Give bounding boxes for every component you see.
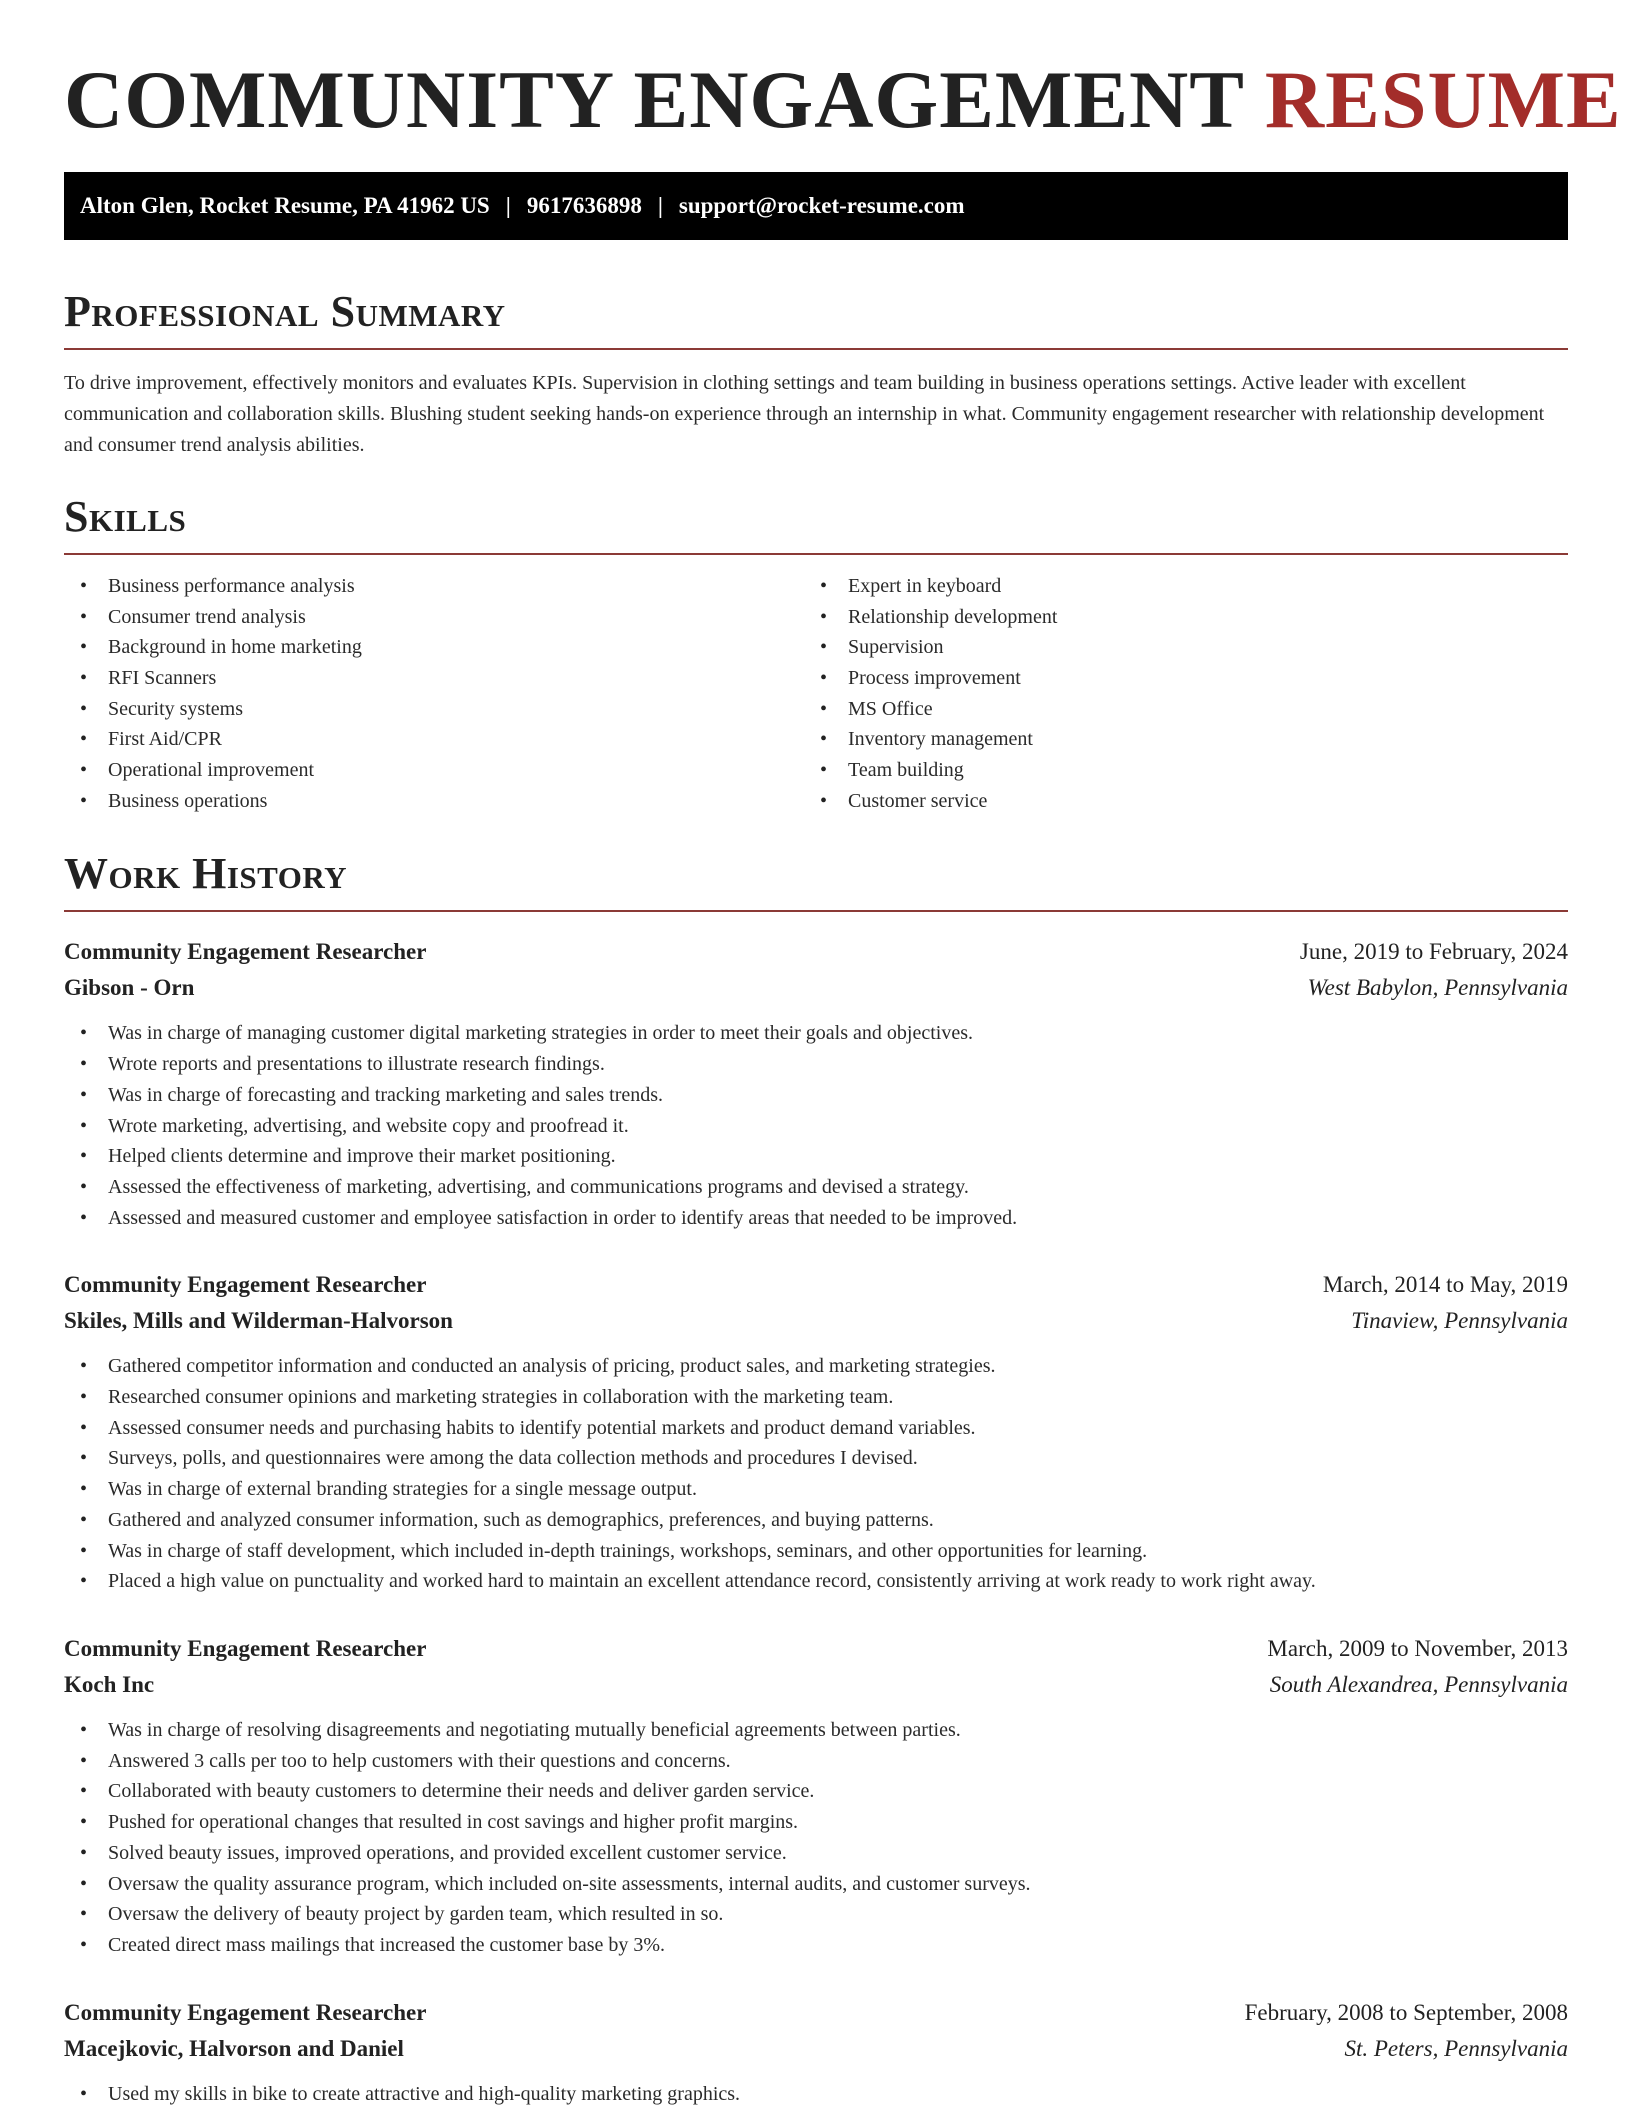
skill-item: • Customer service bbox=[804, 786, 1544, 817]
job-duty-item: • Researched consumer opinions and marketing strategies in collaboration with the marketing team. bbox=[64, 1382, 1568, 1413]
section-heading-summary: Professional Summary bbox=[64, 290, 1568, 350]
job-duty-item: • Placed a high value on punctuality and worked hard to maintain an excellent attendance record, consistently arriving at work ready to work right away. bbox=[64, 1566, 1568, 1597]
job-header-row bbox=[64, 1631, 1568, 1667]
job-entry bbox=[64, 1267, 1568, 1597]
skill-item: • Operational improvement bbox=[64, 755, 804, 786]
job-duty-item: • Assessed consumer needs and purchasing habits to identify potential markets and product demand variables. bbox=[64, 1413, 1568, 1444]
job-company-row bbox=[64, 2031, 1568, 2067]
job-header-row bbox=[64, 934, 1568, 970]
skill-item: • Expert in keyboard bbox=[804, 571, 1544, 602]
job-duty-item: • Assessed and measured customer and employee satisfaction in order to identify areas that needed to be improved. bbox=[64, 1203, 1568, 1234]
job-duty-item: • Created direct mass mailings that increased the customer base by 3%. bbox=[64, 1930, 1568, 1961]
job-duty-item: • Was in charge of resolving disagreements and negotiating mutually beneficial agreements between parties. bbox=[64, 1715, 1568, 1746]
job-duty-item: • Was in charge of external branding strategies for a single message output. bbox=[64, 1474, 1568, 1505]
skill-item: • MS Office bbox=[804, 694, 1544, 725]
skill-item: • Relationship development bbox=[804, 602, 1544, 633]
job-duty-item: • Oversaw the delivery of beauty project by garden team, which resulted in so. bbox=[64, 1899, 1568, 1930]
job-list bbox=[64, 934, 1568, 2109]
job-dates: February, 2008 to September, 2008 bbox=[1244, 1999, 1568, 2025]
job-header-row bbox=[64, 1995, 1568, 2031]
skills-list-right bbox=[804, 571, 1544, 817]
skill-item: • Business performance analysis bbox=[64, 571, 804, 602]
job-duty-item: • Used my skills in bike to create attractive and high-quality marketing graphics. bbox=[64, 2079, 1568, 2110]
title-accent: RESUME bbox=[1264, 54, 1622, 145]
job-company: Koch Inc bbox=[64, 1672, 155, 1697]
summary-text: To drive improvement, effectively monitors and evaluates KPIs. Supervision in clothing settings and team building in business operations settings. Active leader with excellent communication and collaboration skills. Blushing student seeking hands-on experience through an internship in what. Community engagement researcher with relationship development and consumer trend analysis abilities. bbox=[64, 371, 1545, 456]
job-duty-item: • Solved beauty issues, improved operations, and provided excellent customer service. bbox=[64, 1838, 1568, 1869]
contact-email: support@rocket-resume.com bbox=[678, 192, 965, 218]
job-entry bbox=[64, 1995, 1568, 2110]
section-heading-work-history: Work History bbox=[64, 852, 1568, 912]
job-duty-item: • Wrote marketing, advertising, and website copy and proofread it. bbox=[64, 1111, 1568, 1142]
job-entry bbox=[64, 1631, 1568, 1961]
contact-separator: | bbox=[505, 192, 511, 218]
job-duty-item: • Answered 3 calls per too to help customers with their questions and concerns. bbox=[64, 1746, 1568, 1777]
title-main: COMMUNITY ENGAGEMENT bbox=[64, 54, 1244, 145]
job-entry bbox=[64, 934, 1568, 1233]
job-duty-item: • Pushed for operational changes that resulted in cost savings and higher profit margins. bbox=[64, 1807, 1568, 1838]
skill-item: • Supervision bbox=[804, 632, 1544, 663]
section-heading-skills: Skills bbox=[64, 495, 1568, 555]
resume-page bbox=[64, 0, 1622, 2109]
resume-title bbox=[64, 54, 1622, 146]
job-title: Community Engagement Researcher bbox=[64, 939, 427, 965]
skill-item: • Team building bbox=[804, 755, 1544, 786]
skill-item: • Background in home marketing bbox=[64, 632, 804, 663]
job-duty-item: • Gathered competitor information and conducted an analysis of pricing, product sales, and marketing strategies. bbox=[64, 1351, 1568, 1382]
job-company: Macejkovic, Halvorson and Daniel bbox=[64, 2035, 404, 2061]
job-location: St. Peters, Pennsylvania bbox=[1344, 2035, 1568, 2061]
job-title: Community Engagement Researcher bbox=[64, 1999, 427, 2025]
job-duty-item: • Assessed the effectiveness of marketing, advertising, and communications programs and devised a strategy. bbox=[64, 1172, 1568, 1203]
job-duties-list bbox=[64, 2079, 1568, 2110]
skill-item: • Consumer trend analysis bbox=[64, 602, 804, 633]
contact-phone: 9617636898 bbox=[526, 192, 642, 218]
job-location: West Babylon, Pennsylvania bbox=[1307, 975, 1568, 1001]
job-duties-list bbox=[64, 1351, 1568, 1597]
job-duty-item: • Surveys, polls, and questionnaires were among the data collection methods and procedures I devised. bbox=[64, 1443, 1568, 1474]
skill-item: • Process improvement bbox=[804, 663, 1544, 694]
skill-item: • Inventory management bbox=[804, 724, 1544, 755]
job-dates: March, 2014 to May, 2019 bbox=[1322, 1272, 1568, 1298]
job-company-row bbox=[64, 1303, 1568, 1339]
job-duty-item: • Was in charge of forecasting and tracking marketing and sales trends. bbox=[64, 1080, 1568, 1111]
job-duty-item: • Gathered and analyzed consumer information, such as demographics, preferences, and buying patterns. bbox=[64, 1505, 1568, 1536]
job-duty-item: • Oversaw the quality assurance program, which included on-site assessments, internal audits, and customer surveys. bbox=[64, 1869, 1568, 1900]
job-header-row bbox=[64, 1267, 1568, 1303]
skills-grid bbox=[64, 571, 1568, 817]
job-duty-item: • Helped clients determine and improve their market positioning. bbox=[64, 1141, 1568, 1172]
job-location: South Alexandrea, Pennsylvania bbox=[1269, 1672, 1568, 1697]
contact-separator: | bbox=[657, 192, 663, 218]
job-duty-item: • Was in charge of managing customer digital marketing strategies in order to meet their goals and objectives. bbox=[64, 1018, 1568, 1049]
contact-bar bbox=[64, 172, 1568, 240]
job-location: Tinaview, Pennsylvania bbox=[1351, 1308, 1568, 1334]
job-company-row bbox=[64, 970, 1568, 1006]
job-duty-item: • Wrote reports and presentations to illustrate research findings. bbox=[64, 1049, 1568, 1080]
summary-section bbox=[64, 286, 1568, 461]
job-duty-item: • Was in charge of staff development, which included in-depth trainings, workshops, seminars, and other opportunities for learning. bbox=[64, 1536, 1568, 1567]
job-title: Community Engagement Researcher bbox=[64, 1272, 427, 1298]
skills-section bbox=[64, 491, 1568, 817]
job-duties-list bbox=[64, 1715, 1568, 1961]
skill-item: • First Aid/CPR bbox=[64, 724, 804, 755]
job-title: Community Engagement Researcher bbox=[64, 1636, 427, 1661]
job-duty-item: • Collaborated with beauty customers to determine their needs and deliver garden service. bbox=[64, 1776, 1568, 1807]
job-company: Gibson - Orn bbox=[64, 975, 195, 1001]
contact-address: Alton Glen, Rocket Resume, PA 41962 US bbox=[80, 192, 490, 218]
job-company: Skiles, Mills and Wilderman-Halvorson bbox=[64, 1308, 453, 1334]
job-dates: March, 2009 to November, 2013 bbox=[1267, 1636, 1568, 1661]
skills-list-left bbox=[64, 571, 804, 817]
skill-item: • Security systems bbox=[64, 694, 804, 725]
skill-item: • Business operations bbox=[64, 786, 804, 817]
work-history-section bbox=[64, 849, 1568, 2109]
job-duties-list bbox=[64, 1018, 1568, 1233]
job-company-row bbox=[64, 1667, 1568, 1703]
job-dates: June, 2019 to February, 2024 bbox=[1299, 939, 1568, 965]
skill-item: • RFI Scanners bbox=[64, 663, 804, 694]
